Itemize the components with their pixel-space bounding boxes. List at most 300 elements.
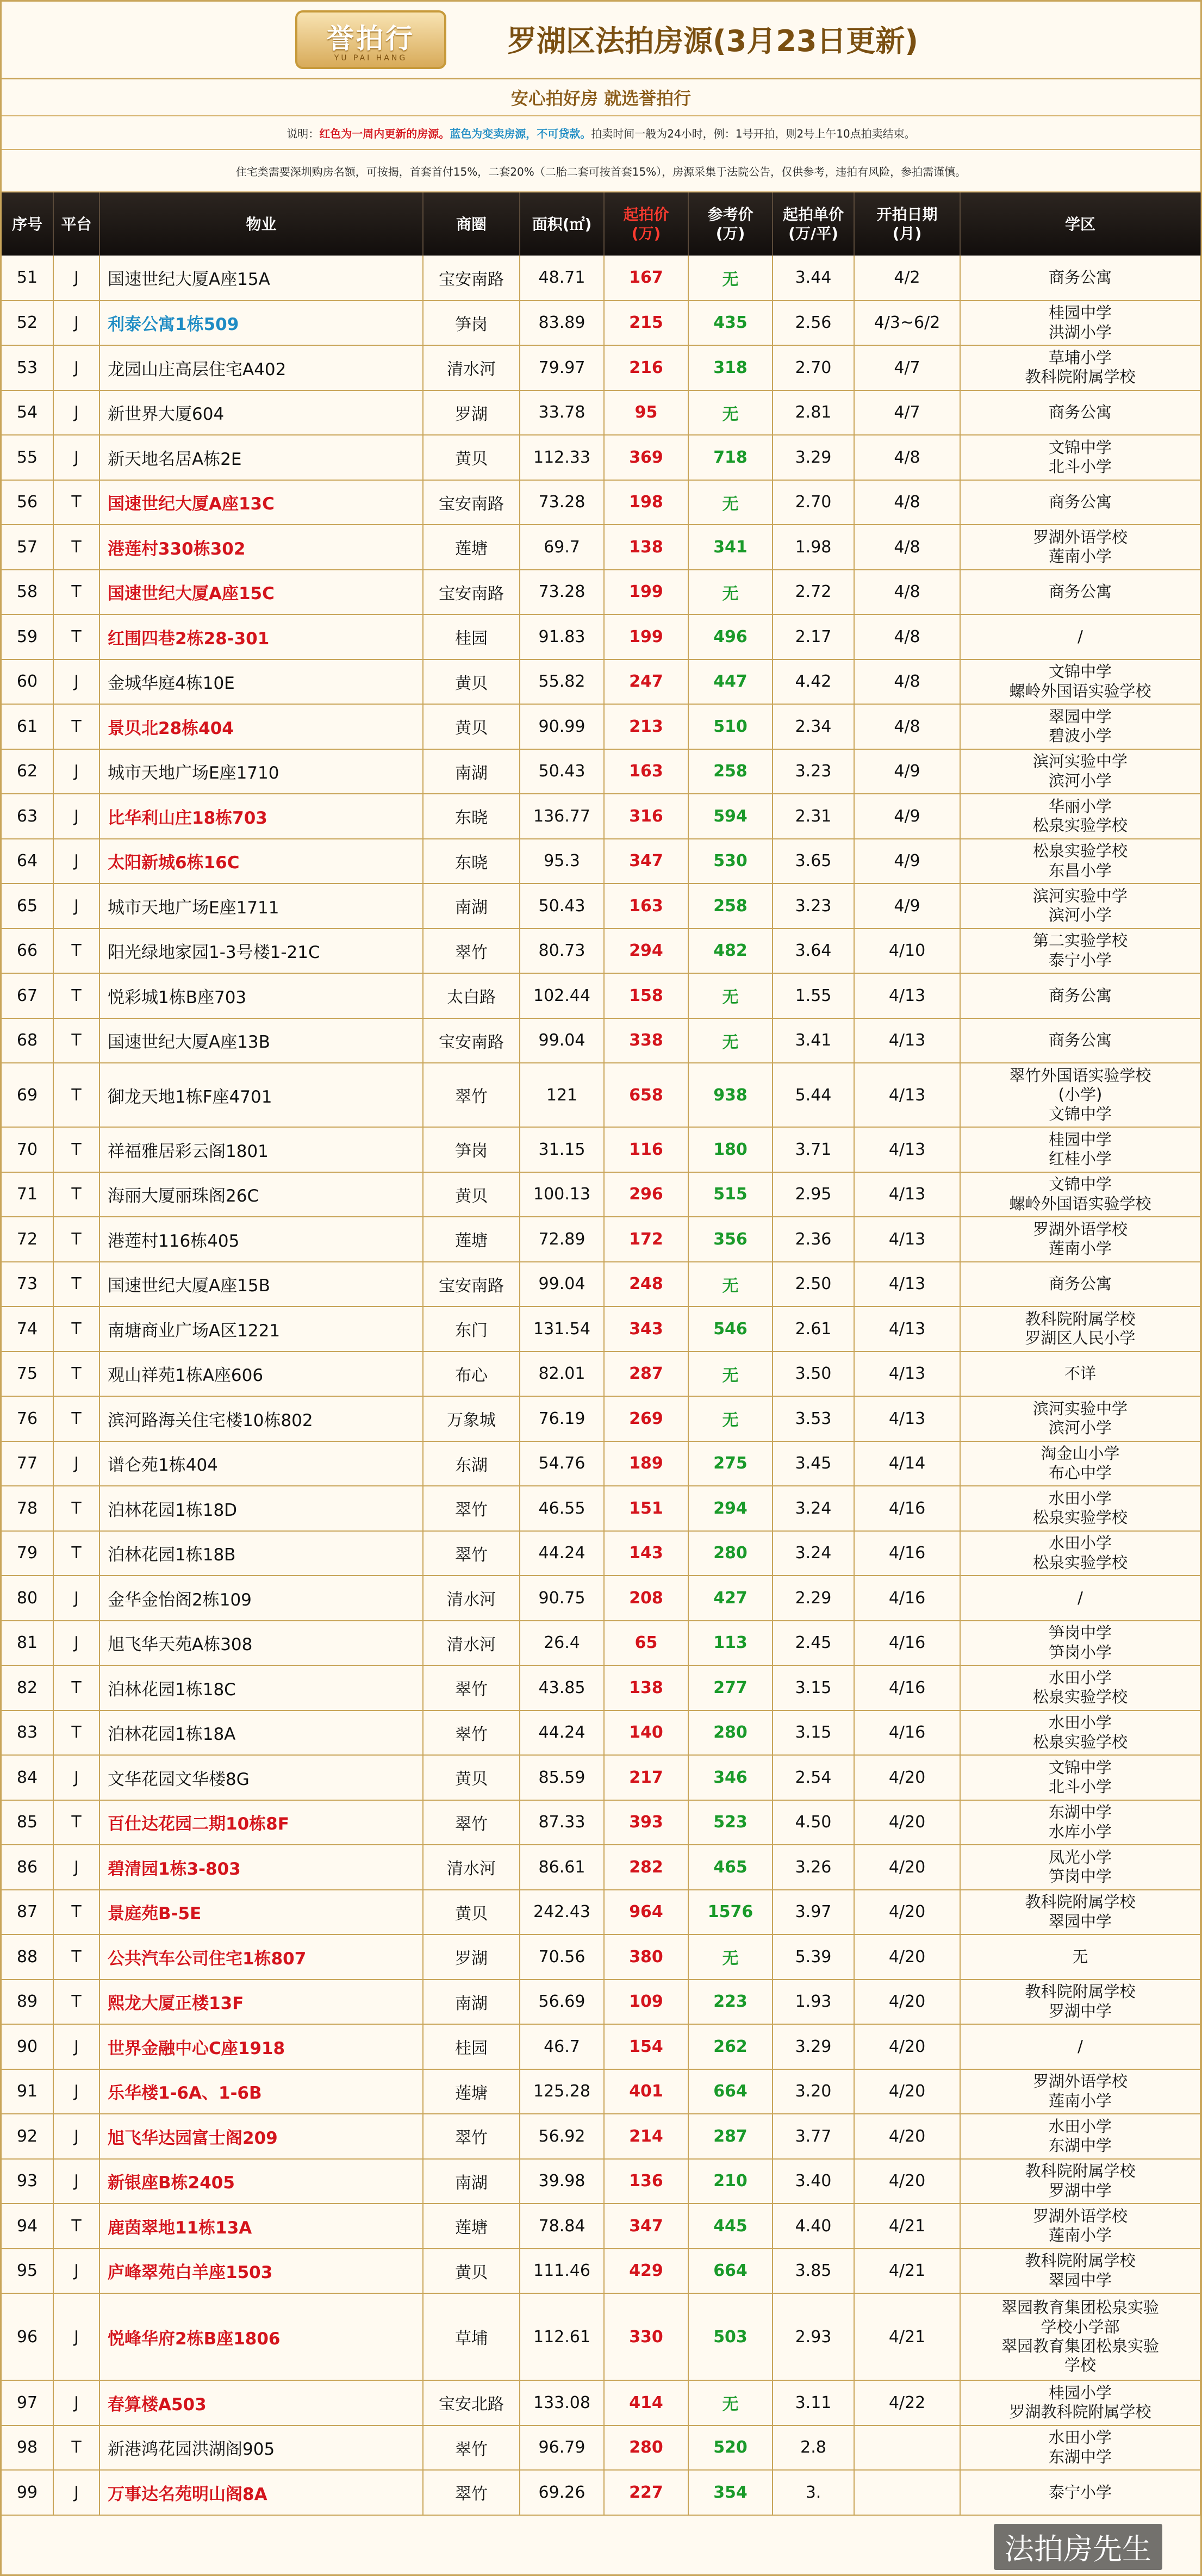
col-ref-price-cell: 510 [688, 704, 773, 749]
col-date-cell: 4/20 [854, 1890, 960, 1935]
col-start-price-cell: 330 [604, 2293, 688, 2380]
table-row[interactable] [2, 256, 1200, 301]
col-property-cell: 旭飞华天苑A栋308 [99, 1621, 423, 1666]
table-row[interactable] [2, 1576, 1200, 1621]
legend-prefix: 说明： [287, 127, 320, 140]
col-start-price-cell: 158 [604, 973, 688, 1018]
col-property-cell: 悦峰华府2栋B座1806 [99, 2293, 423, 2380]
col-platform-cell: T [53, 704, 99, 749]
col-ref-price-cell: 445 [688, 2204, 773, 2249]
col-no-cell: 84 [2, 1755, 53, 1800]
col-property-cell: 国速世纪大厦A座13C [99, 480, 423, 525]
col-property-header: 物业 [99, 192, 423, 256]
col-platform-cell: J [53, 2114, 99, 2159]
col-platform-cell: J [53, 301, 99, 346]
col-size-cell: 56.69 [520, 1980, 604, 2025]
col-ref-price-cell: 482 [688, 929, 773, 974]
table-row[interactable] [2, 2024, 1200, 2069]
table-row[interactable] [2, 1352, 1200, 1397]
col-unit-price-header: 起拍单价 (万/平) [773, 192, 854, 256]
table-row[interactable] [2, 1710, 1200, 1756]
col-no-cell: 62 [2, 749, 53, 794]
legend-blue: 蓝色为变卖房源，不可贷款。 [450, 127, 591, 140]
col-start-price-cell: 282 [604, 1845, 688, 1890]
table-row[interactable] [2, 2204, 1200, 2249]
col-school-cell: 文锦中学 螺岭外国语实验学校 [960, 1172, 1200, 1217]
col-size-cell: 99.04 [520, 1262, 604, 1307]
col-school-cell: 淘金山小学 布心中学 [960, 1441, 1200, 1486]
col-school-cell: 翠园中学 碧波小学 [960, 704, 1200, 749]
col-school-cell: 松泉实验学校 东昌小学 [960, 839, 1200, 884]
col-ref-price-cell: 427 [688, 1576, 773, 1621]
col-school-cell: 滨河实验中学 滨河小学 [960, 883, 1200, 929]
col-start-price-cell: 208 [604, 1576, 688, 1621]
col-start-price-cell: 140 [604, 1710, 688, 1756]
col-unit-price-cell: 3.97 [773, 1890, 854, 1935]
col-size-cell: 46.7 [520, 2024, 604, 2069]
col-date-cell: 4/20 [854, 1980, 960, 2025]
col-size-cell: 87.33 [520, 1800, 604, 1845]
col-unit-price-cell: 2.17 [773, 614, 854, 659]
col-start-price-cell: 429 [604, 2249, 688, 2294]
col-platform-cell: J [53, 1576, 99, 1621]
col-size-cell: 44.24 [520, 1710, 604, 1756]
col-area-cell: 莲塘 [423, 2204, 520, 2249]
col-platform-cell: T [53, 614, 99, 659]
col-unit-price-cell: 2.70 [773, 480, 854, 525]
col-ref-price-cell: 503 [688, 2293, 773, 2380]
col-size-cell: 69.7 [520, 525, 604, 570]
col-ref-price-cell: 258 [688, 749, 773, 794]
col-platform-cell: T [53, 1018, 99, 1063]
col-unit-price-cell: 4.50 [773, 1800, 854, 1845]
col-no-cell: 64 [2, 839, 53, 884]
table-row[interactable] [2, 1800, 1200, 1845]
col-school-cell: 文锦中学 北斗小学 [960, 1755, 1200, 1800]
col-ref-price-cell: 354 [688, 2470, 773, 2515]
col-no-cell: 67 [2, 973, 53, 1018]
col-start-price-cell: 213 [604, 704, 688, 749]
col-platform-cell: J [53, 794, 99, 839]
col-property-cell: 港莲村330栋302 [99, 525, 423, 570]
col-date-cell: 4/8 [854, 659, 960, 705]
col-size-cell: 50.43 [520, 749, 604, 794]
col-date-cell: 4/8 [854, 614, 960, 659]
col-date-cell: 4/21 [854, 2293, 960, 2380]
col-start-price-cell: 189 [604, 1441, 688, 1486]
col-area-cell: 黄贝 [423, 435, 520, 480]
col-size-cell: 55.82 [520, 659, 604, 705]
col-school-cell: 商务公寓 [960, 390, 1200, 435]
col-unit-price-cell: 2.81 [773, 390, 854, 435]
col-platform-cell: J [53, 345, 99, 390]
table-row[interactable] [2, 1441, 1200, 1486]
col-date-header: 开拍日期 (月) [854, 192, 960, 256]
col-platform-cell: J [53, 1621, 99, 1666]
col-ref-price-cell: 523 [688, 1800, 773, 1845]
table-row[interactable] [2, 1262, 1200, 1307]
col-property-cell: 利泰公寓1栋509 [99, 301, 423, 346]
col-unit-price-cell: 3.45 [773, 1441, 854, 1486]
col-start-price-cell: 163 [604, 883, 688, 929]
col-start-price-cell: 347 [604, 2204, 688, 2249]
col-property-cell: 御龙天地1栋F座4701 [99, 1063, 423, 1127]
table-row[interactable] [2, 1531, 1200, 1576]
col-no-cell: 74 [2, 1306, 53, 1352]
logo-subtext: YU PAI HANG [334, 54, 408, 63]
col-start-price-cell: 136 [604, 2159, 688, 2204]
col-no-cell: 83 [2, 1710, 53, 1756]
col-start-price-cell: 151 [604, 1486, 688, 1531]
col-platform-cell: T [53, 929, 99, 974]
table-row[interactable] [2, 2380, 1200, 2425]
table-row[interactable] [2, 1980, 1200, 2025]
table-row[interactable] [2, 1755, 1200, 1800]
table-header-row [2, 192, 1200, 256]
col-start-price-cell: 248 [604, 1262, 688, 1307]
col-platform-cell: T [53, 1262, 99, 1307]
table-row[interactable] [2, 1063, 1200, 1127]
table-row[interactable] [2, 2293, 1200, 2380]
col-ref-price-cell: 718 [688, 435, 773, 480]
col-property-cell: 太阳新城6栋16C [99, 839, 423, 884]
col-start-price-cell: 65 [604, 1621, 688, 1666]
table-row[interactable] [2, 704, 1200, 749]
brand-logo [295, 10, 446, 69]
col-ref-price-cell: 无 [688, 1018, 773, 1063]
col-ref-price-cell: 180 [688, 1127, 773, 1172]
col-start-price-cell: 369 [604, 435, 688, 480]
table-row[interactable] [2, 1934, 1200, 1980]
col-start-price-cell: 215 [604, 301, 688, 346]
col-date-cell: 4/8 [854, 480, 960, 525]
col-school-cell: 水田小学 松泉实验学校 [960, 1665, 1200, 1710]
col-area-cell: 宝安南路 [423, 1018, 520, 1063]
col-area-cell: 万象城 [423, 1396, 520, 1441]
col-school-cell: 教科院附属学校 罗湖中学 [960, 1980, 1200, 2025]
col-date-cell: 4/2 [854, 256, 960, 301]
col-area-cell: 翠竹 [423, 929, 520, 974]
col-size-cell: 121 [520, 1063, 604, 1127]
table-row[interactable] [2, 1890, 1200, 1935]
table-row[interactable] [2, 301, 1200, 346]
col-platform-cell: T [53, 1800, 99, 1845]
col-school-cell: 水田小学 松泉实验学校 [960, 1486, 1200, 1531]
table-row[interactable] [2, 570, 1200, 615]
col-no-cell: 66 [2, 929, 53, 974]
col-ref-price-cell: 546 [688, 1306, 773, 1352]
col-platform-cell: T [53, 1063, 99, 1127]
col-size-cell: 56.92 [520, 2114, 604, 2159]
col-ref-price-cell: 435 [688, 301, 773, 346]
col-unit-price-cell: 2.36 [773, 1217, 854, 1262]
col-area-cell: 南湖 [423, 2159, 520, 2204]
col-unit-price-cell: 4.42 [773, 659, 854, 705]
watermark: 法拍房先生 [994, 2524, 1162, 2570]
col-property-cell: 景贝北28栋404 [99, 704, 423, 749]
table-row[interactable] [2, 794, 1200, 839]
col-size-cell: 136.77 [520, 794, 604, 839]
col-size-cell: 133.08 [520, 2380, 604, 2425]
col-start-price-cell: 138 [604, 1665, 688, 1710]
col-property-cell: 城市天地广场E座1710 [99, 749, 423, 794]
col-no-cell: 70 [2, 1127, 53, 1172]
col-size-cell: 90.99 [520, 704, 604, 749]
col-start-price-cell: 109 [604, 1980, 688, 2025]
col-no-cell: 60 [2, 659, 53, 705]
table-row[interactable] [2, 1127, 1200, 1172]
col-platform-cell: J [53, 2293, 99, 2380]
col-unit-price-cell: 3.44 [773, 256, 854, 301]
col-no-cell: 73 [2, 1262, 53, 1307]
col-size-cell: 26.4 [520, 1621, 604, 1666]
col-date-cell: 4/10 [854, 929, 960, 974]
col-start-price-cell: 167 [604, 256, 688, 301]
col-school-cell: 无 [960, 1934, 1200, 1980]
col-start-price-cell: 247 [604, 659, 688, 705]
col-platform-cell: T [53, 1934, 99, 1980]
col-property-cell: 旭飞华达园富士阁209 [99, 2114, 423, 2159]
col-date-cell: 4/20 [854, 2114, 960, 2159]
col-ref-price-cell: 210 [688, 2159, 773, 2204]
table-row[interactable] [2, 2159, 1200, 2204]
col-area-cell: 清水河 [423, 1845, 520, 1890]
table-row[interactable] [2, 1845, 1200, 1890]
col-property-cell: 港莲村116栋405 [99, 1217, 423, 1262]
col-ref-price-cell: 无 [688, 480, 773, 525]
col-ref-price-cell: 无 [688, 2380, 773, 2425]
col-unit-price-cell: 3.15 [773, 1665, 854, 1710]
col-size-cell: 82.01 [520, 1352, 604, 1397]
col-size-cell: 112.61 [520, 2293, 604, 2380]
col-unit-price-cell: 2.95 [773, 1172, 854, 1217]
table-row[interactable] [2, 1621, 1200, 1666]
col-property-cell: 新天地名居A栋2E [99, 435, 423, 480]
col-area-cell: 宝安南路 [423, 480, 520, 525]
col-start-price-cell: 393 [604, 1800, 688, 1845]
col-area-cell: 翠竹 [423, 2114, 520, 2159]
col-unit-price-cell: 3.77 [773, 2114, 854, 2159]
table-row[interactable] [2, 883, 1200, 929]
col-ref-price-cell: 262 [688, 2024, 773, 2069]
col-ref-price-cell: 无 [688, 973, 773, 1018]
col-no-cell: 94 [2, 2204, 53, 2249]
header [2, 2, 1200, 79]
col-area-cell: 黄贝 [423, 1172, 520, 1217]
col-property-cell: 国速世纪大厦A座15C [99, 570, 423, 615]
col-date-cell: 4/20 [854, 1755, 960, 1800]
col-date-cell: 4/8 [854, 435, 960, 480]
col-date-cell: 4/22 [854, 2380, 960, 2425]
col-no-cell: 90 [2, 2024, 53, 2069]
col-property-cell: 泊林花园1栋18C [99, 1665, 423, 1710]
col-property-cell: 乐华楼1-6A、1-6B [99, 2069, 423, 2114]
col-ref-price-cell: 275 [688, 1441, 773, 1486]
table-row[interactable] [2, 1018, 1200, 1063]
col-date-cell: 4/7 [854, 345, 960, 390]
col-property-cell: 碧清园1栋3-803 [99, 1845, 423, 1890]
table-row[interactable] [2, 1306, 1200, 1352]
col-area-cell: 清水河 [423, 345, 520, 390]
col-unit-price-cell: 2.56 [773, 301, 854, 346]
col-size-cell: 79.97 [520, 345, 604, 390]
col-school-cell: 教科院附属学校 翠园中学 [960, 1890, 1200, 1935]
table-row[interactable] [2, 345, 1200, 390]
col-size-cell: 90.75 [520, 1576, 604, 1621]
col-platform-cell: T [53, 1531, 99, 1576]
col-unit-price-cell: 2.93 [773, 2293, 854, 2380]
col-school-cell: 商务公寓 [960, 256, 1200, 301]
col-school-cell: 商务公寓 [960, 973, 1200, 1018]
col-no-cell: 59 [2, 614, 53, 659]
col-school-cell: / [960, 1576, 1200, 1621]
col-property-cell: 熙龙大厦正楼13F [99, 1980, 423, 2025]
col-start-price-cell: 95 [604, 390, 688, 435]
col-area-cell: 罗湖 [423, 1934, 520, 1980]
table-row[interactable] [2, 2425, 1200, 2471]
table-row[interactable] [2, 1217, 1200, 1262]
col-property-cell: 春算楼A503 [99, 2380, 423, 2425]
col-property-cell: 泊林花园1栋18D [99, 1486, 423, 1531]
col-date-cell: 4/13 [854, 973, 960, 1018]
col-date-cell: 4/16 [854, 1621, 960, 1666]
col-area-cell: 南湖 [423, 883, 520, 929]
table-row[interactable] [2, 480, 1200, 525]
col-size-cell: 73.28 [520, 480, 604, 525]
col-size-cell: 76.19 [520, 1396, 604, 1441]
col-area-cell: 黄贝 [423, 1755, 520, 1800]
col-size-cell: 70.56 [520, 1934, 604, 1980]
table-row[interactable] [2, 929, 1200, 974]
col-size-cell: 54.76 [520, 1441, 604, 1486]
col-school-cell: / [960, 2024, 1200, 2069]
col-date-cell: 4/21 [854, 2249, 960, 2294]
table-row[interactable] [2, 2114, 1200, 2159]
col-start-price-cell: 280 [604, 2425, 688, 2471]
col-area-cell: 宝安南路 [423, 256, 520, 301]
col-property-cell: 泊林花园1栋18A [99, 1710, 423, 1756]
col-platform-cell: T [53, 1127, 99, 1172]
table-row[interactable] [2, 749, 1200, 794]
legend-red: 红色为一周内更新的房源。 [319, 127, 450, 140]
col-date-cell: 4/9 [854, 883, 960, 929]
col-area-cell: 清水河 [423, 1576, 520, 1621]
col-date-cell: 4/16 [854, 1486, 960, 1531]
col-ref-price-cell: 496 [688, 614, 773, 659]
col-property-cell: 阳光绿地家园1-3号楼1-21C [99, 929, 423, 974]
col-date-cell: 4/16 [854, 1665, 960, 1710]
table-row[interactable] [2, 2470, 1200, 2515]
table-row[interactable] [2, 1396, 1200, 1441]
col-property-cell: 国速世纪大厦A座13B [99, 1018, 423, 1063]
col-property-cell: 国速世纪大厦A座15A [99, 256, 423, 301]
col-area-cell: 莲塘 [423, 1217, 520, 1262]
table-row[interactable] [2, 390, 1200, 435]
table-row[interactable] [2, 1172, 1200, 1217]
col-platform-cell: J [53, 2380, 99, 2425]
col-ref-price-cell: 无 [688, 1396, 773, 1441]
col-no-cell: 93 [2, 2159, 53, 2204]
col-no-cell: 72 [2, 1217, 53, 1262]
col-start-price-cell: 216 [604, 345, 688, 390]
col-date-cell: 4/20 [854, 2069, 960, 2114]
col-property-cell: 滨河路海关住宅楼10栋802 [99, 1396, 423, 1441]
table-row[interactable] [2, 2249, 1200, 2294]
col-date-cell: 4/9 [854, 839, 960, 884]
col-start-price-cell: 343 [604, 1306, 688, 1352]
logo-text: 誉拍行 [327, 23, 415, 54]
table-row[interactable] [2, 1486, 1200, 1531]
page-title: 罗湖区法拍房源(3月23日更新) [507, 24, 919, 58]
col-platform-cell: T [53, 1396, 99, 1441]
col-start-price-cell: 143 [604, 1531, 688, 1576]
col-date-cell: 4/20 [854, 2024, 960, 2069]
col-start-price-cell: 227 [604, 2470, 688, 2515]
col-unit-price-cell: 1.98 [773, 525, 854, 570]
col-school-cell: 罗湖外语学校 莲南小学 [960, 2204, 1200, 2249]
col-no-cell: 92 [2, 2114, 53, 2159]
col-ref-price-cell: 无 [688, 1262, 773, 1307]
col-ref-price-cell: 223 [688, 1980, 773, 2025]
col-platform-cell: T [53, 1665, 99, 1710]
col-unit-price-cell: 1.55 [773, 973, 854, 1018]
col-ref-price-cell: 287 [688, 2114, 773, 2159]
col-size-cell: 72.89 [520, 1217, 604, 1262]
table-row[interactable] [2, 2069, 1200, 2114]
col-unit-price-cell: 3.24 [773, 1531, 854, 1576]
table-row[interactable] [2, 1665, 1200, 1710]
col-no-cell: 69 [2, 1063, 53, 1127]
col-property-cell: 祥福雅居彩云阁1801 [99, 1127, 423, 1172]
table-row[interactable] [2, 435, 1200, 480]
col-school-cell: 华丽小学 松泉实验学校 [960, 794, 1200, 839]
table-row[interactable] [2, 839, 1200, 884]
col-school-cell: 文锦中学 螺岭外国语实验学校 [960, 659, 1200, 705]
col-area-cell: 翠竹 [423, 1486, 520, 1531]
table-row[interactable] [2, 973, 1200, 1018]
col-property-cell: 悦彩城1栋B座703 [99, 973, 423, 1018]
col-ref-price-cell: 664 [688, 2249, 773, 2294]
col-no-cell: 52 [2, 301, 53, 346]
col-area-cell: 东门 [423, 1306, 520, 1352]
col-school-cell: 商务公寓 [960, 570, 1200, 615]
col-unit-price-cell: 3.24 [773, 1486, 854, 1531]
col-unit-price-cell: 1.93 [773, 1980, 854, 2025]
col-date-cell: 4/14 [854, 1441, 960, 1486]
col-area-cell: 草埔 [423, 2293, 520, 2380]
col-date-cell: 4/20 [854, 1934, 960, 1980]
col-school-cell: 第二实验学校 泰宁小学 [960, 929, 1200, 974]
col-size-cell: 86.61 [520, 1845, 604, 1890]
col-area-cell: 翠竹 [423, 1665, 520, 1710]
table-row[interactable] [2, 525, 1200, 570]
col-platform-cell: T [53, 1980, 99, 2025]
col-platform-cell: T [53, 1172, 99, 1217]
col-no-cell: 79 [2, 1531, 53, 1576]
col-area-cell: 布心 [423, 1352, 520, 1397]
col-start-price-cell: 269 [604, 1396, 688, 1441]
table-row[interactable] [2, 614, 1200, 659]
table-row[interactable] [2, 659, 1200, 705]
col-unit-price-cell: 3.71 [773, 1127, 854, 1172]
col-school-cell: 翠竹外国语实验学校 (小学) 文锦中学 [960, 1063, 1200, 1127]
col-unit-price-cell: 3.26 [773, 1845, 854, 1890]
col-date-cell: 4/8 [854, 570, 960, 615]
col-school-cell: / [960, 614, 1200, 659]
slogan: 安心拍好房 就选誉拍行 [2, 79, 1200, 116]
col-unit-price-cell: 2.45 [773, 1621, 854, 1666]
col-school-cell: 笋岗中学 笋岗小学 [960, 1621, 1200, 1666]
